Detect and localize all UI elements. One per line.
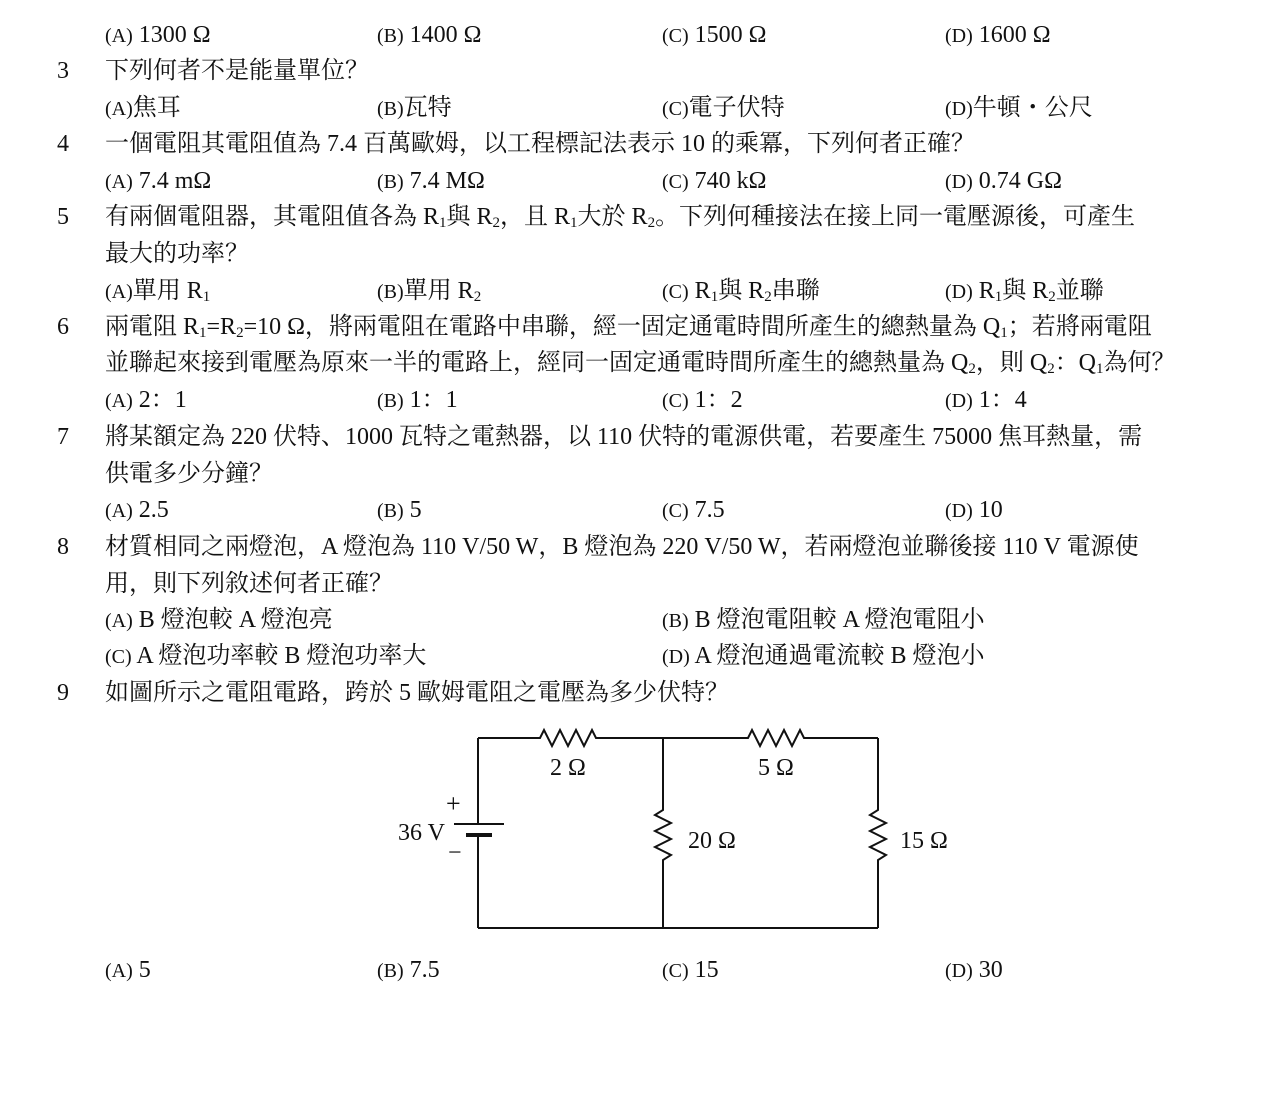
- battery-plus: +: [446, 789, 461, 818]
- q3-options: [0, 90, 1274, 126]
- q5-stem-line2: [0, 236, 1274, 272]
- q6-stem-line2: [0, 345, 1274, 381]
- q7-options: [0, 492, 1274, 528]
- q9-option-a[interactable]: (A) 5: [105, 957, 151, 983]
- right-branch: [870, 738, 886, 928]
- q2-options: [0, 17, 1274, 53]
- q6-text: 兩電阻 $R_1=R_2=10$ Ω，將兩電阻在電路中串聯，經一固定通電時間所產生的總熱量為 $Q_1$；若將兩電阻: [105, 314, 1152, 341]
- q3-option-c[interactable]: (C)電子伏特: [662, 95, 785, 121]
- q4-option-b[interactable]: (B) 7.4 MΩ: [377, 168, 485, 194]
- q2-option-a[interactable]: (A) 1300 Ω: [105, 22, 211, 48]
- q9-stem: [0, 675, 1274, 711]
- q8-number: 8: [57, 534, 69, 560]
- top-wire-left: [478, 730, 663, 746]
- q4-option-a[interactable]: (A) 7.4 mΩ: [105, 168, 212, 194]
- q6-stem-line1: [0, 309, 1274, 345]
- q8-option-b[interactable]: (B) B 燈泡電阻較 A 燈泡電阻小: [662, 607, 985, 633]
- r4-label: 15 Ω: [900, 828, 948, 854]
- q6-option-d[interactable]: (D) 1：4: [945, 387, 1027, 413]
- q8-option-a[interactable]: (A) B 燈泡較 A 燈泡亮: [105, 607, 333, 633]
- q9-options: [0, 952, 1274, 988]
- q6-option-a[interactable]: (A) 2：1: [105, 387, 187, 413]
- q5-option-b[interactable]: (B)單用 $R_2$: [377, 278, 482, 305]
- q4-number: 4: [57, 131, 69, 157]
- q7-option-b[interactable]: (B) 5: [377, 497, 422, 523]
- q8-option-c[interactable]: (C) A 燈泡功率較 B 燈泡功率大: [105, 643, 427, 669]
- q5-stem-line1: [0, 199, 1274, 235]
- q5-option-a[interactable]: (A)單用 $R_1$: [105, 278, 211, 305]
- q9-option-c[interactable]: (C) 15: [662, 957, 719, 983]
- q8-stem-line2: [0, 566, 1274, 602]
- q8-options-row1: [0, 602, 1274, 638]
- q6-options: [0, 382, 1274, 418]
- q3-stem: [0, 53, 1274, 89]
- q5-option-c[interactable]: (C) $R_1$與 $R_2$串聯: [662, 278, 820, 305]
- q7-option-c[interactable]: (C) 7.5: [662, 497, 725, 523]
- r3-label: 20 Ω: [688, 828, 736, 854]
- q3-text: 下列何者不是能量單位？: [105, 58, 369, 84]
- q8-option-d[interactable]: (D) A 燈泡通過電流較 B 燈泡小: [662, 643, 985, 669]
- q9-option-b[interactable]: (B) 7.5: [377, 957, 440, 983]
- q6-option-b[interactable]: (B) 1：1: [377, 387, 458, 413]
- q7-stem-line2: [0, 456, 1274, 492]
- q7-text: 將某額定為 220 伏特、1000 瓦特之電熱器，以 110 伏特的電源供電，若要產生 75000 焦耳熱量，需: [105, 424, 1143, 450]
- q6-number: 6: [57, 314, 69, 340]
- q8-text-cont: 用，則下列敘述何者正確？: [105, 571, 393, 597]
- q8-stem-line1: [0, 529, 1274, 565]
- q2-option-d[interactable]: (D) 1600 Ω: [945, 22, 1051, 48]
- q8-text: 材質相同之兩燈泡，A 燈泡為 110 V/50 W，B 燈泡為 220 V/50 W，若兩燈泡並聯後接 110 V 電源使: [105, 534, 1139, 560]
- q7-number: 7: [57, 424, 69, 450]
- q5-text-cont: 最大的功率？: [105, 241, 249, 267]
- q2-option-b[interactable]: (B) 1400 Ω: [377, 22, 482, 48]
- q6-text-cont: 並聯起來接到電壓為原來一半的電路上，經同一固定通電時間所產生的總熱量為 $Q_2$，則 $Q_2$：$Q_1$為何？: [105, 350, 1176, 377]
- q9-text: 如圖所示之電阻電路，跨於 5 歐姆電阻之電壓為多少伏特？: [105, 680, 729, 706]
- q7-text-cont: 供電多少分鐘？: [105, 461, 273, 487]
- q5-number: 5: [57, 204, 69, 230]
- q9-number: 9: [57, 680, 69, 706]
- q4-option-d[interactable]: (D) 0.74 GΩ: [945, 168, 1062, 194]
- q9-option-d[interactable]: (D) 30: [945, 957, 1003, 983]
- q6-option-c[interactable]: (C) 1：2: [662, 387, 743, 413]
- q7-stem-line1: [0, 419, 1274, 455]
- q3-option-d[interactable]: (D)牛頓・公尺: [945, 95, 1093, 121]
- q8-options-row2: [0, 638, 1274, 674]
- battery-minus: −: [448, 840, 462, 866]
- q4-text: 一個電阻其電阻值為 7.4 百萬歐姆，以工程標記法表示 10 的乘冪，下列何者正確？: [105, 131, 975, 157]
- q5-text: 有兩個電阻器，其電阻值各為 $R_1$與 $R_2$，且 $R_1$大於 $R_2$。下列何種接法在接上同一電壓源後，可產生: [105, 204, 1136, 231]
- q3-option-a[interactable]: (A)焦耳: [105, 95, 181, 121]
- circuit-diagram: [380, 718, 980, 948]
- r1-label: 2 Ω: [550, 755, 586, 781]
- q5-option-d[interactable]: (D) $R_1$與 $R_2$並聯: [945, 278, 1104, 305]
- q7-option-d[interactable]: (D) 10: [945, 497, 1003, 523]
- q4-stem: [0, 126, 1274, 162]
- q3-option-b[interactable]: (B)瓦特: [377, 95, 452, 121]
- q7-option-a[interactable]: (A) 2.5: [105, 497, 169, 523]
- r2-label: 5 Ω: [758, 755, 794, 781]
- q5-options: [0, 273, 1274, 309]
- q4-option-c[interactable]: (C) 740 kΩ: [662, 168, 767, 194]
- q4-options: [0, 163, 1274, 199]
- q3-number: 3: [57, 58, 69, 84]
- top-wire-right: [663, 730, 878, 746]
- q2-option-c[interactable]: (C) 1500 Ω: [662, 22, 767, 48]
- source-voltage-label: 36 V: [398, 820, 445, 846]
- middle-branch: [655, 738, 671, 928]
